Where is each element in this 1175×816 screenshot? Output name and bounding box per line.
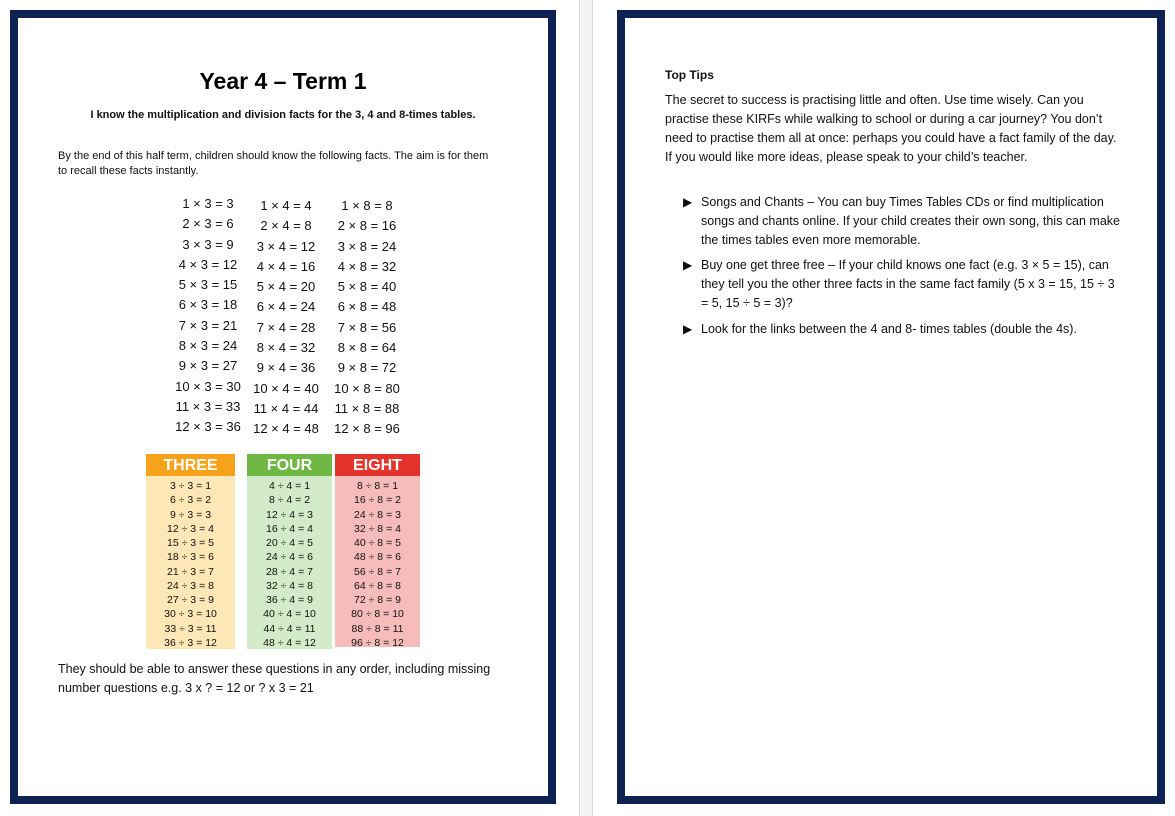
division-fact: 9 ÷ 3 = 3 [169, 508, 212, 521]
division-four-header: FOUR [247, 454, 332, 476]
division-fact: 30 ÷ 3 = 10 [164, 608, 217, 621]
division-fact: 56 ÷ 8 = 7 [354, 565, 401, 578]
document-page-left [10, 10, 556, 804]
division-fact: 21 ÷ 3 = 7 [167, 565, 214, 578]
tips-intro-paragraph: The secret to success is practising little and often. Use time wisely. Can you practise these KIRFs while walking to school or during a car journey? You don’t need to practise them all at once: perhaps you could have a fact family of the day. If you would like more ideas, please speak to your child’s teacher. [665, 93, 1117, 164]
multiplication-fact: 6 × 4 = 24 [256, 299, 316, 315]
tip-text: Buy one get three free – If your child knows one fact (e.g. 3 × 5 = 15), can they tell you the other three facts in the same fact family (5 x 3 = 15, 15 ÷ 3 = 5, 15 ÷ 5 = 3)? [701, 258, 1115, 310]
division-fact: 27 ÷ 3 = 9 [167, 594, 214, 606]
multiplication-fact: 9 × 4 = 36 [256, 360, 316, 376]
division-fact: 48 ÷ 8 = 6 [354, 551, 401, 564]
division-fact: 32 ÷ 4 = 8 [266, 579, 313, 592]
tip-item [683, 193, 1123, 250]
multiplication-fact: 5 × 3 = 15 [178, 277, 238, 293]
page-subtitle: I know the multiplication and division facts for the 3, 4 and 8-times tables. [90, 109, 476, 121]
multiplication-fact: 7 × 3 = 21 [178, 317, 238, 333]
division-three-table [146, 454, 235, 649]
division-fact: 33 ÷ 3 = 11 [164, 622, 217, 635]
right-triangle-icon: ▶ [683, 322, 693, 336]
multiplication-fact: 11 × 3 = 33 [175, 398, 241, 414]
division-eight-facts [335, 476, 420, 647]
multiplication-fact: 5 × 4 = 20 [256, 279, 316, 295]
division-fact: 12 ÷ 4 = 3 [266, 508, 313, 521]
division-fact: 24 ÷ 4 = 6 [266, 551, 313, 564]
times-3-column [168, 194, 248, 438]
division-eight-header: EIGHT [335, 454, 420, 476]
division-fact: 15 ÷ 3 = 5 [167, 537, 214, 549]
multiplication-fact: 12 × 3 = 36 [175, 419, 241, 435]
multiplication-fact: 10 × 3 = 30 [175, 378, 241, 394]
division-fact: 44 ÷ 4 = 11 [263, 622, 316, 635]
multiplication-fact: 2 × 3 = 6 [182, 216, 234, 232]
division-fact: 3 ÷ 3 = 1 [169, 480, 212, 492]
division-fact: 40 ÷ 8 = 5 [354, 537, 401, 549]
page-gutter [579, 0, 593, 816]
page-title: Year 4 – Term 1 [199, 68, 367, 94]
multiplication-fact: 1 × 8 = 8 [341, 198, 393, 213]
right-triangle-icon: ▶ [683, 258, 693, 272]
multiplication-fact: 12 × 4 = 48 [253, 421, 319, 437]
division-three-facts [146, 476, 235, 649]
multiplication-fact: 5 × 8 = 40 [337, 279, 397, 295]
multiplication-fact: 10 × 8 = 80 [334, 380, 400, 396]
division-fact: 16 ÷ 4 = 4 [266, 522, 313, 535]
multiplication-fact: 2 × 8 = 16 [337, 218, 397, 234]
multiplication-fact: 1 × 4 = 4 [260, 198, 312, 213]
multiplication-fact: 4 × 8 = 32 [337, 258, 397, 274]
division-fact: 24 ÷ 8 = 3 [354, 508, 401, 521]
multiplication-fact: 3 × 8 = 24 [337, 238, 397, 254]
division-four-table [247, 454, 332, 649]
multiplication-fact: 1 × 3 = 3 [182, 196, 234, 211]
multiplication-fact: 6 × 8 = 48 [337, 299, 397, 315]
multiplication-fact: 6 × 3 = 18 [178, 297, 238, 313]
multiplication-fact: 3 × 4 = 12 [256, 238, 316, 254]
division-fact: 72 ÷ 8 = 9 [354, 594, 401, 606]
multiplication-fact: 11 × 4 = 44 [253, 400, 319, 416]
division-fact: 40 ÷ 4 = 10 [263, 608, 316, 621]
multiplication-fact: 8 × 3 = 24 [178, 338, 238, 354]
division-fact: 18 ÷ 3 = 6 [167, 551, 214, 564]
division-fact: 36 ÷ 3 = 12 [164, 636, 217, 649]
multiplication-fact: 3 × 3 = 9 [182, 236, 234, 252]
intro-paragraph: By the end of this half term, children should know the following facts. The aim is for them to recall these facts instantly. [58, 150, 489, 177]
times-4-column [246, 196, 326, 440]
division-fact: 16 ÷ 8 = 2 [354, 494, 401, 507]
times-8-column [322, 196, 412, 440]
multiplication-fact: 2 × 4 = 8 [260, 218, 312, 234]
division-fact: 8 ÷ 8 = 1 [356, 480, 399, 492]
multiplication-fact: 11 × 8 = 88 [334, 400, 400, 416]
right-triangle-icon: ▶ [683, 195, 693, 209]
division-fact: 20 ÷ 4 = 5 [266, 537, 313, 549]
division-fact: 80 ÷ 8 = 10 [351, 608, 404, 621]
division-fact: 4 ÷ 4 = 1 [268, 480, 311, 492]
division-fact: 28 ÷ 4 = 7 [266, 565, 313, 578]
multiplication-fact: 12 × 8 = 96 [334, 421, 400, 437]
multiplication-fact: 9 × 3 = 27 [178, 358, 238, 374]
multiplication-fact: 9 × 8 = 72 [337, 360, 397, 376]
division-fact: 96 ÷ 8 = 12 [351, 636, 404, 649]
multiplication-fact: 7 × 4 = 28 [256, 319, 316, 335]
tips-heading: Top Tips [665, 68, 714, 82]
multiplication-fact: 4 × 3 = 12 [178, 256, 238, 272]
division-four-facts [247, 476, 332, 649]
multiplication-fact: 8 × 4 = 32 [256, 340, 316, 356]
division-fact: 24 ÷ 3 = 8 [167, 579, 214, 592]
division-fact: 32 ÷ 8 = 4 [354, 522, 401, 535]
multiplication-fact: 8 × 8 = 64 [337, 340, 397, 356]
division-fact: 8 ÷ 4 = 2 [268, 494, 311, 507]
multiplication-fact: 4 × 4 = 16 [256, 258, 316, 274]
division-three-header: THREE [146, 454, 235, 476]
tip-item [683, 256, 1123, 313]
division-eight-table [335, 454, 420, 647]
division-fact: 12 ÷ 3 = 4 [167, 522, 214, 535]
division-fact: 36 ÷ 4 = 9 [266, 594, 313, 606]
division-fact: 64 ÷ 8 = 8 [354, 579, 401, 592]
document-page-right [617, 10, 1165, 804]
closing-paragraph: They should be able to answer these questions in any order, including missing number questions e.g. 3 x ? = 12 or ? x 3 = 21 [58, 662, 491, 695]
multiplication-fact: 10 × 4 = 40 [253, 380, 319, 396]
tip-text: Look for the links between the 4 and 8- times tables (double the 4s). [701, 322, 1077, 336]
division-fact: 88 ÷ 8 = 11 [351, 622, 404, 635]
division-fact: 6 ÷ 3 = 2 [169, 494, 212, 507]
tip-text: Songs and Chants – You can buy Times Tables CDs or find multiplication songs and chants online. If your child creates their own song, this can make the times tables even more memorable. [701, 195, 1120, 247]
tip-item [683, 320, 1123, 339]
division-fact: 48 ÷ 4 = 12 [263, 636, 316, 649]
multiplication-fact: 7 × 8 = 56 [337, 319, 397, 335]
